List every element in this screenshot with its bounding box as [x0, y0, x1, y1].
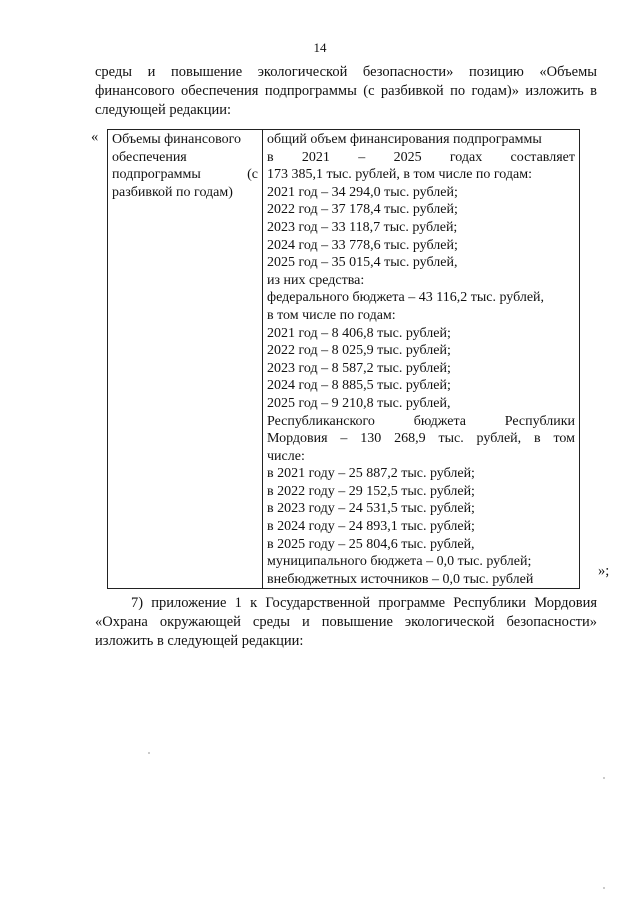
scan-speck — [603, 777, 605, 779]
financing-line: в 2022 году – 29 152,5 тыс. рублей; — [267, 483, 475, 499]
financing-line: числе: — [267, 448, 305, 464]
financing-line: общий объем финансирования подпрограммы — [267, 132, 542, 147]
financing-line: в 2023 году – 24 531,5 тыс. рублей; — [267, 501, 475, 517]
financing-line: 2024 год – 33 778,6 тыс. рублей; — [267, 237, 458, 253]
financing-line: 2025 год – 9 210,8 тыс. рублей, — [267, 395, 451, 411]
intro-line: финансового обеспечения подпрограммы (с разбивкой по годам)» изложить в — [95, 83, 597, 99]
outro-line: 7) приложение 1 к Государственной программе Республики Мордовия — [131, 595, 597, 611]
financing-line: федерального бюджета – 43 116,2 тыс. рублей, — [267, 290, 545, 306]
financing-line: Мордовия – 130 268,9 тыс. рублей, в том — [267, 431, 575, 447]
financing-line: внебюджетных источников – 0,0 тыс. рублей — [267, 571, 534, 587]
financing-line: в 2024 году – 24 893,1 тыс. рублей; — [267, 519, 475, 535]
financing-line: в том числе по годам: — [267, 307, 396, 323]
financing-table — [107, 129, 580, 589]
opening-quote: « — [91, 129, 99, 145]
financing-line: 2023 год – 33 118,7 тыс. рублей; — [267, 219, 458, 235]
outro-line: «Охрана окружающей среды и повышение экологической безопасности» — [95, 614, 597, 630]
position-name-line: разбивкой по годам) — [112, 184, 233, 200]
scan-speck — [603, 887, 605, 889]
financing-line: муниципального бюджета – 0,0 тыс. рублей; — [267, 554, 532, 570]
financing-line: из них средства: — [267, 272, 365, 288]
closing-quote: »; — [598, 563, 610, 579]
financing-line: Республиканского бюджета Республики — [267, 413, 575, 429]
outro-paragraph — [95, 594, 597, 651]
financing-line: 2021 год – 34 294,0 тыс. рублей; — [267, 184, 458, 200]
table-row — [108, 130, 580, 589]
intro-line: следующей редакции: — [95, 102, 232, 118]
financing-line: в 2025 году – 25 804,6 тыс. рублей, — [267, 536, 475, 552]
financing-details-cell — [263, 130, 580, 589]
financing-line: в 2021 – 2025 годах составляет — [267, 149, 575, 165]
financing-line: 2025 год – 35 015,4 тыс. рублей, — [267, 255, 458, 271]
intro-paragraph — [95, 63, 597, 120]
position-name-line: обеспечения — [112, 149, 187, 165]
financing-line: 2022 год – 37 178,4 тыс. рублей; — [267, 202, 458, 218]
intro-line: среды и повышение экологической безопасности» позицию «Объемы — [95, 64, 597, 80]
scan-speck — [148, 752, 150, 754]
financing-line: 173 385,1 тыс. рублей, в том числе по годам: — [267, 167, 532, 183]
outro-line: изложить в следующей редакции: — [95, 633, 304, 649]
financing-line: 2023 год – 8 587,2 тыс. рублей; — [267, 360, 451, 376]
financing-line: 2024 год – 8 885,5 тыс. рублей; — [267, 378, 451, 394]
financing-line: в 2021 году – 25 887,2 тыс. рублей; — [267, 466, 475, 482]
position-name-line: Объемы финансового — [112, 132, 241, 147]
position-name-line: подпрограммы (с — [112, 167, 258, 183]
position-name-cell — [108, 130, 263, 589]
page-number: 14 — [313, 40, 327, 55]
financing-line: 2022 год – 8 025,9 тыс. рублей; — [267, 343, 451, 359]
financing-line: 2021 год – 8 406,8 тыс. рублей; — [267, 325, 451, 341]
